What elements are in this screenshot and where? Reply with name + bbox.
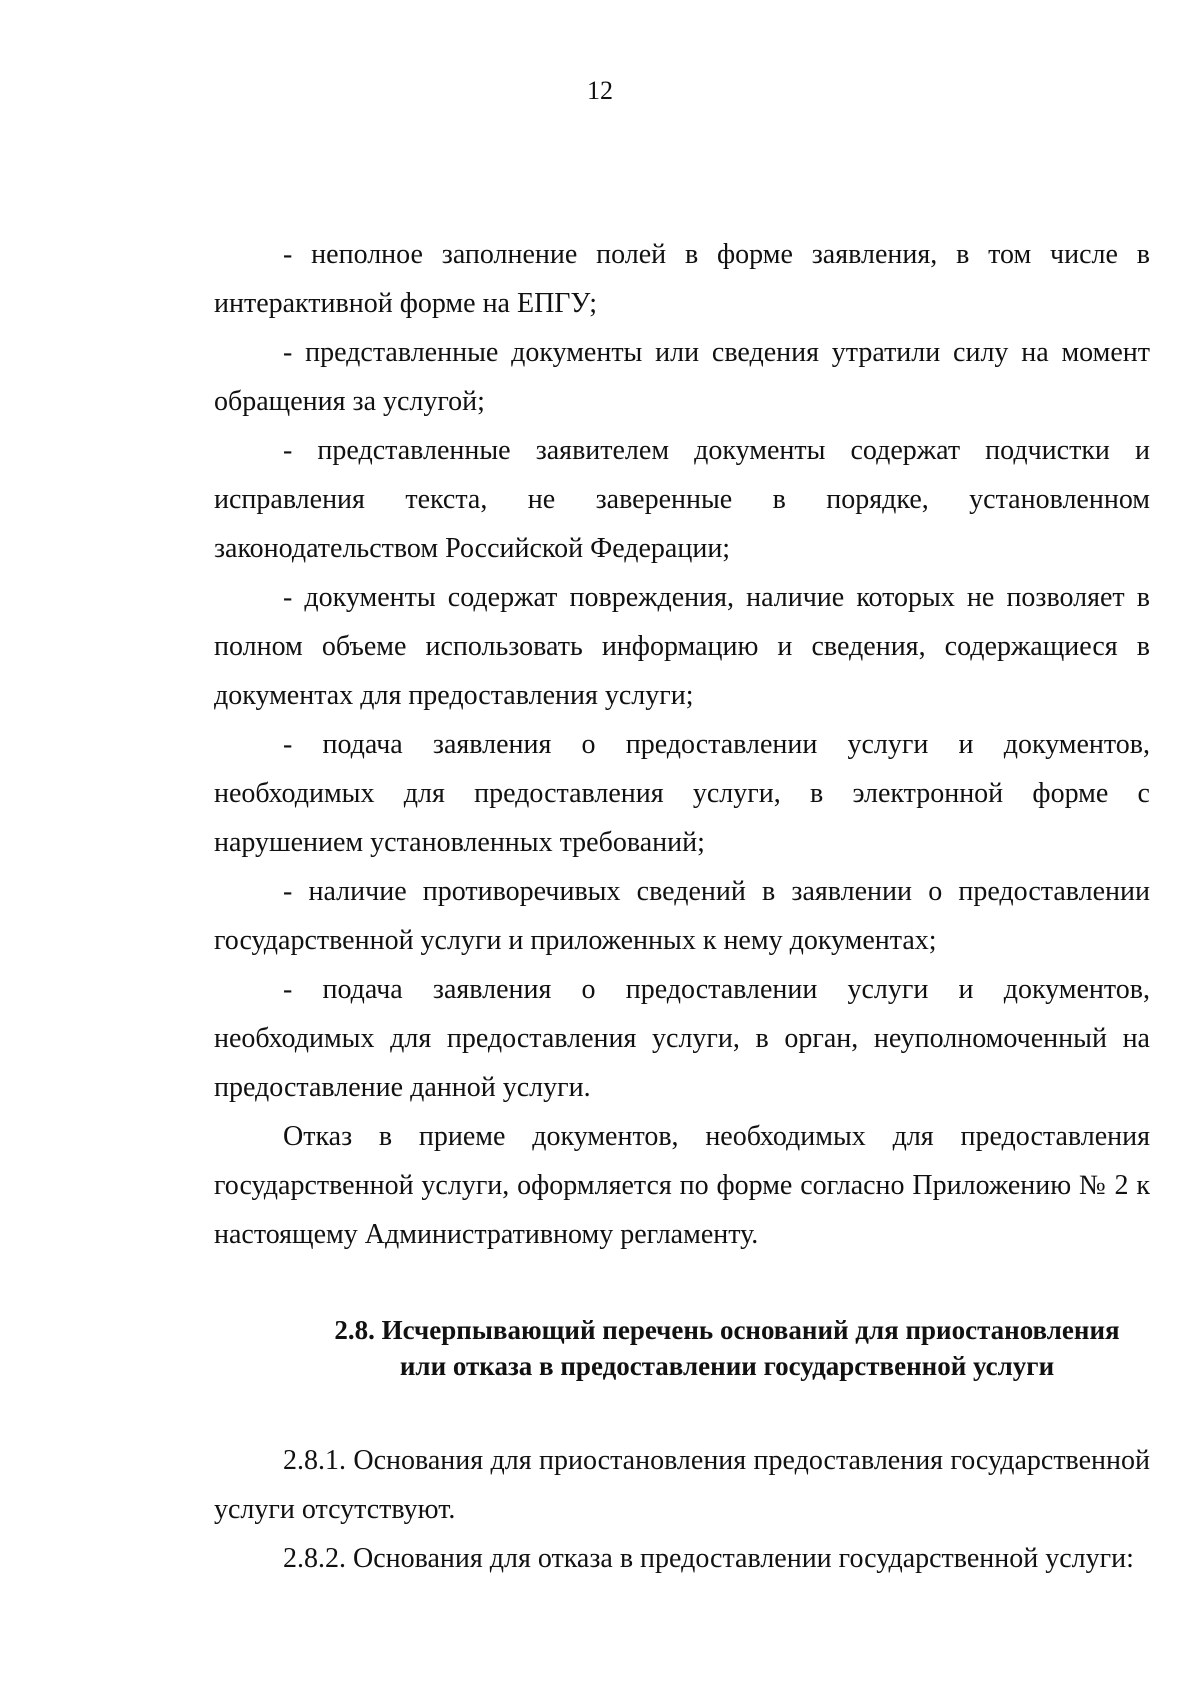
list-item: - подача заявления о предоставлении услуги и документов, необходимых для предоставления услуги, в электронной форме с нарушением установленных требований; xyxy=(214,729,1150,858)
section-heading-line-2: или отказа в предоставлении государственной услуги xyxy=(399,1351,1055,1381)
section-heading xyxy=(214,1312,1150,1384)
list-item: - наличие противоречивых сведений в заявлении о предоставлении государственной услуги и приложенных к нему документах; xyxy=(214,876,1150,956)
list-item: - представленные документы или сведения утратили силу на момент обращения за услугой; xyxy=(214,337,1150,417)
page-number: 12 xyxy=(587,76,613,105)
clause-2-8-2: 2.8.2. Основания для отказа в предоставлении государственной услуги: xyxy=(283,1543,1134,1574)
section-heading-line-1: 2.8. Исчерпывающий перечень оснований для приостановления xyxy=(334,1315,1120,1345)
list-item: - представленные заявителем документы содержат подчистки и исправления текста, не заверенные в порядке, установленном законодательством Российской Федерации; xyxy=(214,435,1150,564)
list-item: - неполное заполнение полей в форме заявления, в том числе в интерактивной форме на ЕПГУ; xyxy=(214,239,1150,319)
clause-2-8-1: 2.8.1. Основания для приостановления предоставления государственной услуги отсутствуют. xyxy=(214,1445,1150,1525)
list-item: - подача заявления о предоставлении услуги и документов, необходимых для предоставления услуги, в орган, неуполномоченный на предоставление данной услуги. xyxy=(214,974,1150,1103)
refusal-paragraph: Отказ в приеме документов, необходимых для предоставления государственной услуги, оформляется по форме согласно Приложению № 2 к настоящему Административному регламенту. xyxy=(214,1121,1150,1250)
document-body xyxy=(214,230,1150,1583)
list-item: - документы содержат повреждения, наличие которых не позволяет в полном объеме использовать информацию и сведения, содержащиеся в документах для предоставления услуги; xyxy=(214,582,1150,711)
